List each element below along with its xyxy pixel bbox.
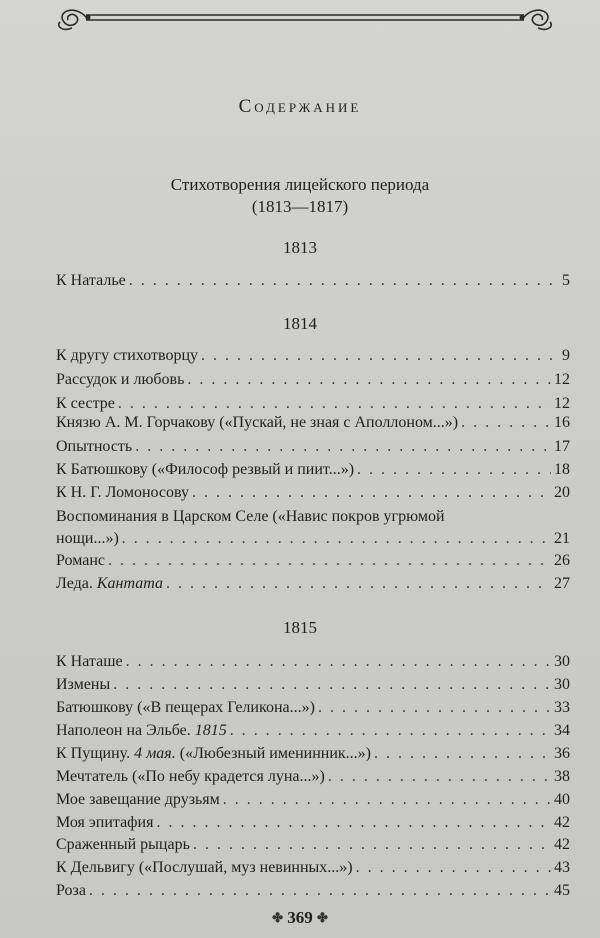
toc-entry[interactable]: [56, 720, 570, 742]
top-ornament-icon: [52, 6, 558, 34]
toc-entry[interactable]: [56, 812, 570, 834]
toc-entry[interactable]: [56, 482, 570, 504]
entry-page: 27: [554, 575, 570, 592]
toc-entry[interactable]: [56, 345, 570, 367]
toc-entry[interactable]: [56, 789, 570, 811]
toc-entry[interactable]: [56, 880, 570, 902]
section-title: [0, 174, 600, 218]
entry-page: 34: [554, 722, 570, 739]
toc-entry[interactable]: [56, 369, 570, 391]
entry-title: К Пущину.: [56, 745, 131, 762]
dot-leader: [113, 674, 551, 696]
dot-leader: [328, 766, 551, 788]
toc-entry[interactable]: [56, 766, 570, 788]
dot-leader: [230, 720, 551, 742]
toc-entry[interactable]: [56, 506, 570, 550]
entry-page: 9: [562, 347, 570, 364]
entry-page: 30: [554, 653, 570, 670]
entry-page: 5: [562, 272, 570, 289]
page-number: 369: [287, 908, 313, 927]
toc-entry[interactable]: [56, 459, 570, 481]
dot-leader: [108, 550, 551, 572]
entry-page: 26: [554, 552, 570, 569]
page-footer: [0, 908, 600, 928]
entry-title: Рассудок и любовь: [56, 371, 185, 388]
entry-page: 21: [554, 530, 570, 547]
entry-page: 20: [554, 484, 570, 501]
entry-page: 12: [554, 371, 570, 388]
entry-title: Князю А. М. Горчакову («Пускай, не зная с Аполлоном...»): [56, 414, 459, 431]
section-title-line1: Стихотворения лицейского периода: [170, 175, 430, 194]
entry-page: 30: [554, 676, 570, 693]
flourish-left-icon: ✤: [272, 910, 283, 925]
entry-title: нощи...»): [56, 530, 119, 547]
toc-entry[interactable]: [56, 436, 570, 458]
flourish-right-icon: ✤: [317, 910, 328, 925]
dot-leader: [122, 528, 551, 550]
year-heading-1814: 1814: [283, 314, 317, 333]
toc-heading: Содержание: [238, 96, 362, 117]
entry-title: Сраженный рыцарь: [56, 836, 190, 853]
entry-title: Роза: [56, 882, 86, 899]
entry-page: 45: [554, 882, 570, 899]
dot-leader: [135, 436, 551, 458]
dot-leader: [156, 812, 551, 834]
toc-entry[interactable]: [56, 573, 570, 595]
dot-leader: [129, 270, 559, 292]
entry-page: 33: [554, 699, 570, 716]
entry-page: 16: [554, 414, 570, 431]
entry-page: 40: [554, 791, 570, 808]
entry-page: 12: [554, 395, 570, 412]
entry-title: К Н. Г. Ломоносову: [56, 484, 190, 501]
entry-title-after: («Любезный именинник...»): [179, 745, 371, 762]
entry-title-italic: 4 мая.: [134, 745, 176, 762]
entry-title: К сестре: [56, 395, 115, 412]
entry-title: К Наташе: [56, 653, 123, 670]
entry-title: Мечтатель («По небу крадется луна...»): [56, 768, 325, 785]
dot-leader: [193, 834, 551, 856]
entry-title: Батюшкову («В пещерах Геликона...»): [56, 699, 315, 716]
entry-page: 36: [554, 745, 570, 762]
dot-leader: [126, 651, 551, 673]
entry-title: Измены: [56, 676, 111, 693]
section-title-line2: (1813—1817): [251, 197, 349, 216]
entry-title-line1: Воспоминания в Царском Селе («Навис покров угрюмой: [56, 508, 445, 525]
dot-leader: [192, 482, 551, 504]
dot-leader: [223, 789, 551, 811]
toc-entry[interactable]: [56, 674, 570, 696]
toc-entry[interactable]: [56, 651, 570, 673]
dot-leader: [318, 697, 551, 719]
entry-title: К Батюшкову («Философ резвый и пиит...»): [56, 461, 355, 478]
toc-entry[interactable]: [56, 857, 570, 879]
dot-leader: [357, 459, 551, 481]
toc-entry[interactable]: [56, 550, 570, 572]
entry-title-italic: Кантата: [96, 575, 163, 592]
entry-title: Наполеон на Эльбе.: [56, 722, 191, 739]
entry-title: Мое завещание друзьям: [56, 791, 220, 808]
entry-page: 18: [554, 461, 570, 478]
entry-page: 17: [554, 438, 570, 455]
entry-page: 38: [554, 768, 570, 785]
toc-entry[interactable]: [56, 270, 570, 292]
year-heading-1813: 1813: [283, 238, 317, 257]
toc-entry[interactable]: [56, 412, 570, 434]
entry-title: Романс: [56, 552, 105, 569]
toc-entry[interactable]: [56, 743, 570, 765]
year-heading-1815: 1815: [283, 618, 317, 637]
entry-title: Опытность: [56, 438, 133, 455]
dot-leader: [89, 880, 551, 902]
entry-title: К другу стихотворцу: [56, 347, 198, 364]
entry-title: К Дельвигу («Послушай, муз невинных...»): [56, 859, 353, 876]
entry-page: 42: [554, 836, 570, 853]
dot-leader: [356, 857, 551, 879]
entry-page: 43: [554, 859, 570, 876]
entry-title: К Наталье: [56, 272, 126, 289]
entry-title: Леда.: [56, 575, 93, 592]
dot-leader: [374, 743, 551, 765]
toc-entry[interactable]: [56, 697, 570, 719]
entry-title-italic: 1815: [194, 722, 227, 739]
dot-leader: [187, 369, 551, 391]
entry-title: Моя эпитафия: [56, 814, 154, 831]
entry-page: 42: [554, 814, 570, 831]
dot-leader: [166, 573, 551, 595]
dot-leader: [461, 412, 551, 434]
toc-entry[interactable]: [56, 834, 570, 856]
dot-leader: [201, 345, 559, 367]
